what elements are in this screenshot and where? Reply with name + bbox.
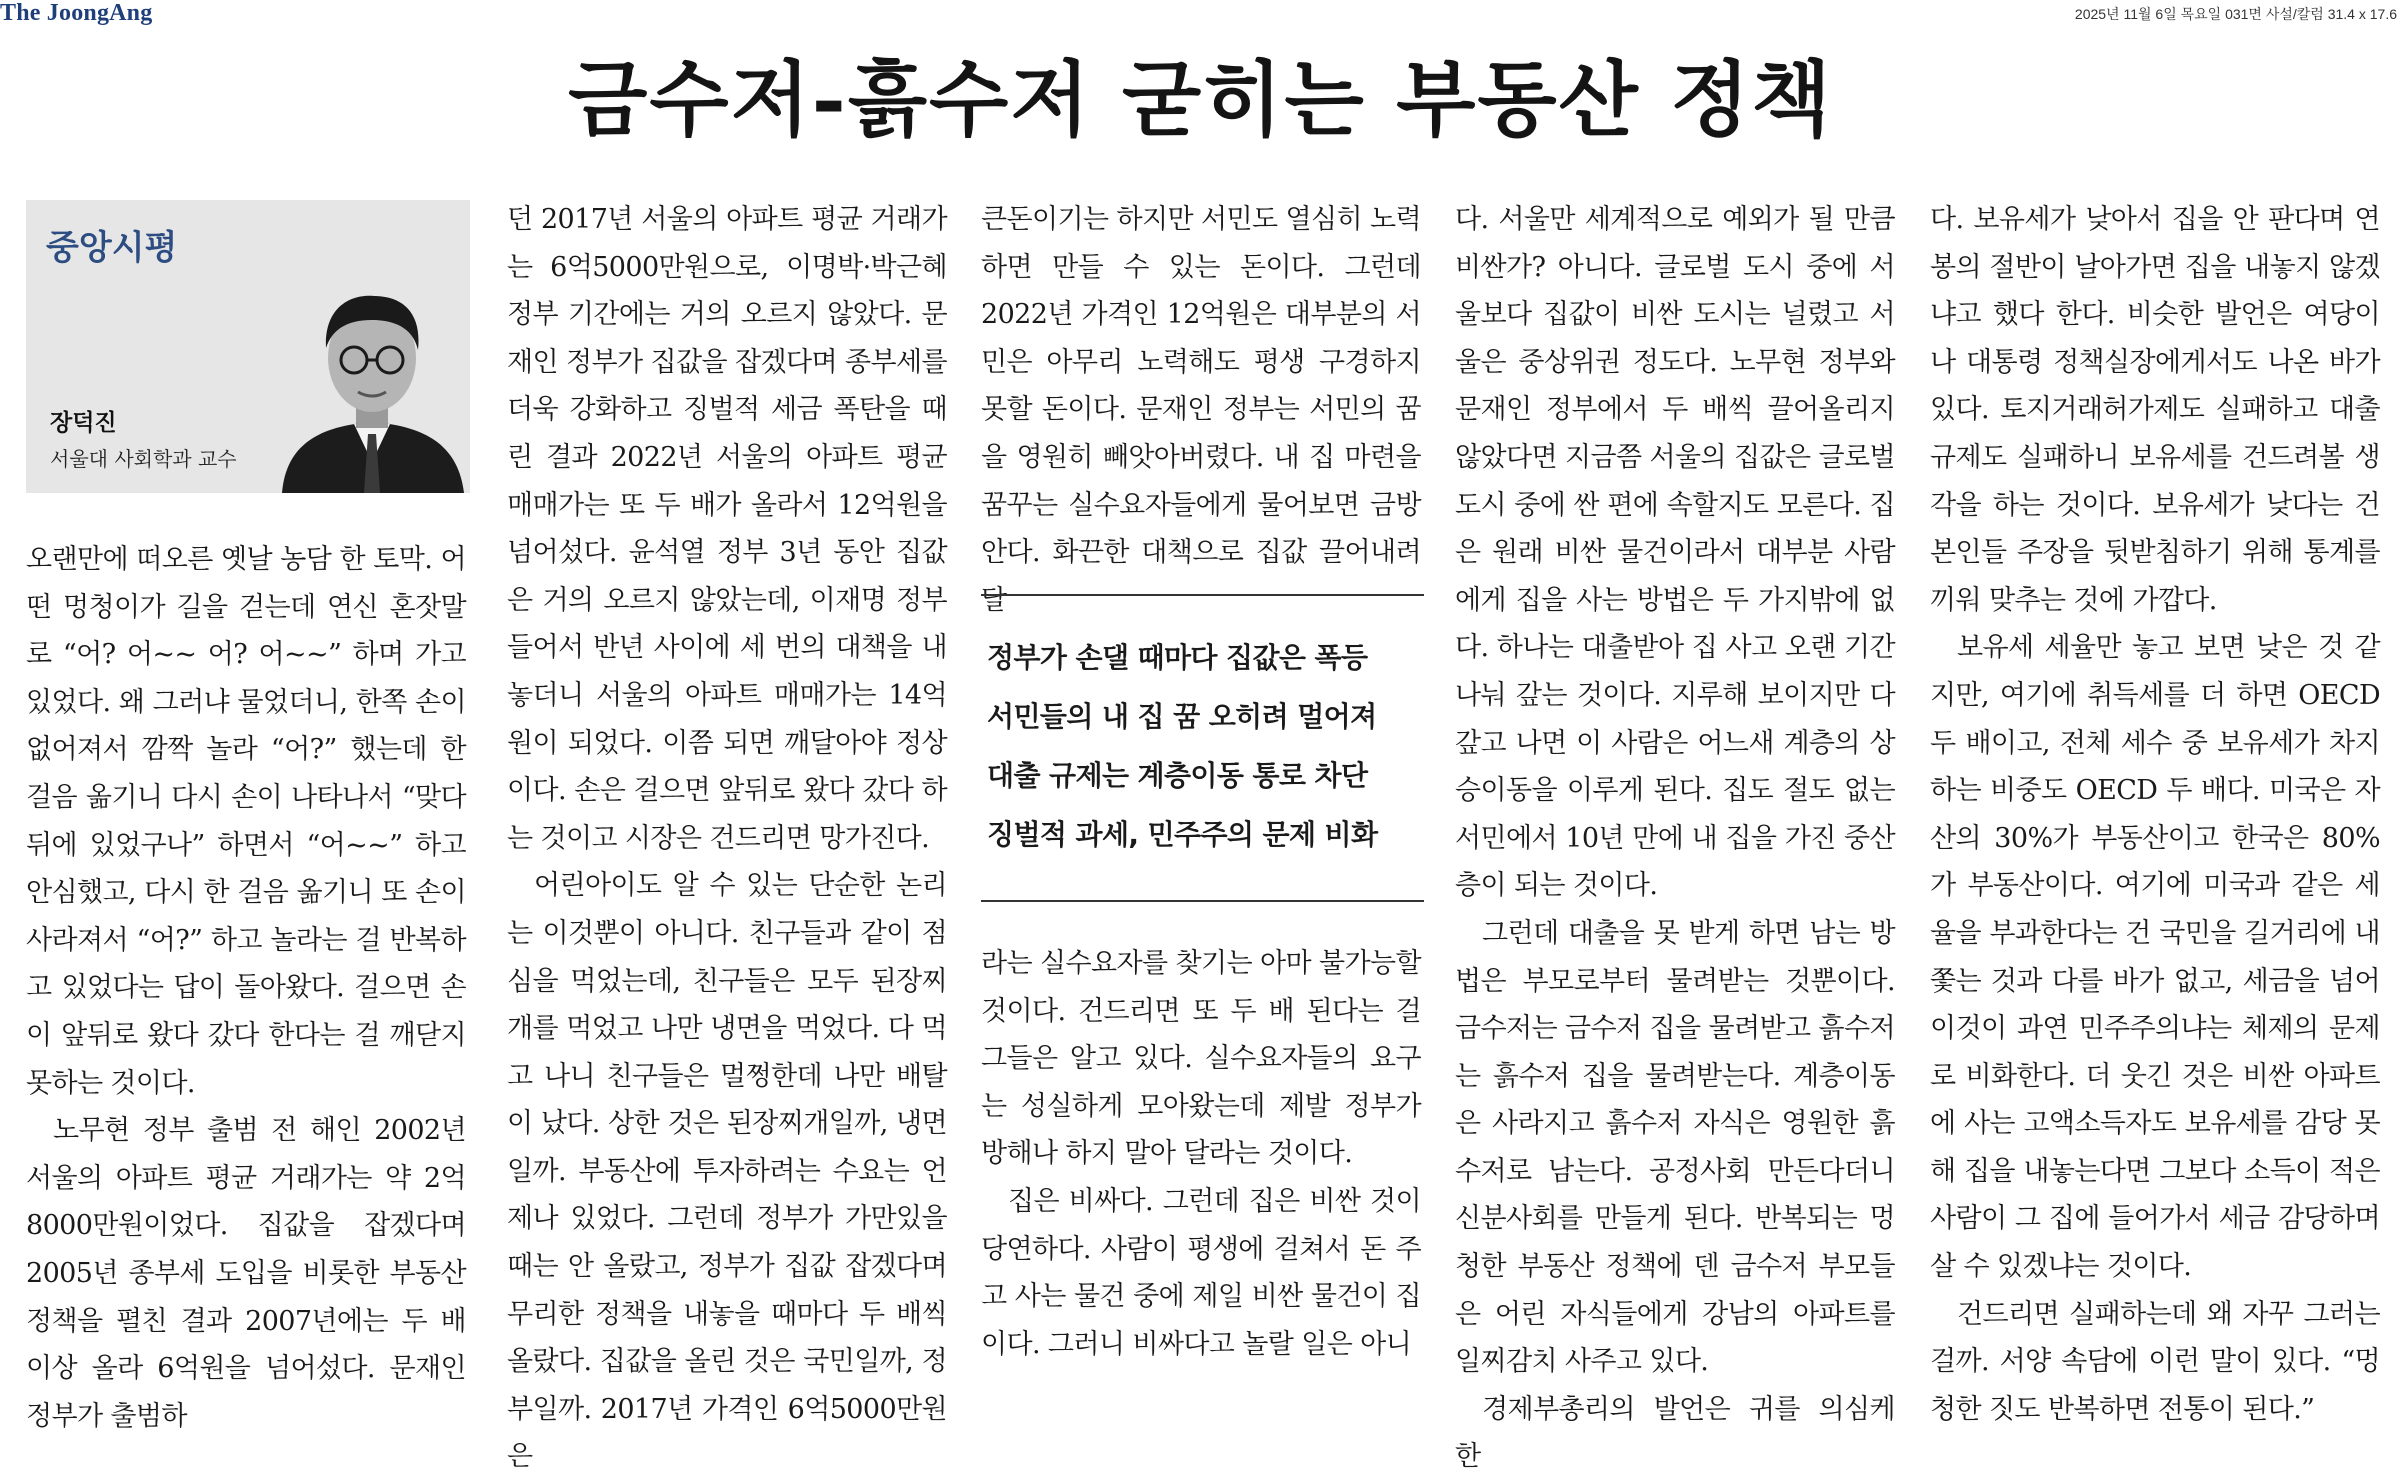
paragraph: 던 2017년 서울의 아파트 평균 거래가는 6억5000만원으로, 이명박·박근혜 정부 기간에는 거의 오르지 않았다. 문재인 정부가 집값을 잡겠다며 종부세를 더욱 강화하고 징벌적 세금 폭탄을 때린 결과 2022년 서울의 아파트 평균 매매가는 또 두 배가 올라서 12억원을 넘어섰다. 윤석열 정부 3년 동안 집값은 거의 오르지 않았는데, 이재명 정부 들어서 반년 사이에 세 번의 대책을 내놓더니 서울의 아파트 매매가는 14억원이 되었다. 이쯤 되면 깨달아야 정상이다. 손은 걸으면 앞뒤로 왔다 갔다 하는 것이고 시장은 건드리면 망가진다. bbox=[507, 204, 947, 854]
paragraph: 집은 비싸다. 그런데 집은 비싼 것이 당연하다. 사람이 평생에 걸쳐서 돈 주고 사는 물건 중에 제일 비싼 물건이 집이다. 그러니 비싸다고 놀랄 일은 아니 bbox=[981, 1185, 1421, 1360]
article-column-4 bbox=[1455, 196, 1895, 1481]
author-title: 서울대 사회학과 교수 bbox=[50, 447, 237, 471]
paragraph: 보유세 세율만 놓고 보면 낮은 것 같지만, 여기에 취득세를 더 하면 OECD 두 배이고, 전체 세수 중 보유세가 차지하는 비중도 OECD 두 배다. 미국은 자산의 30%가 부동산이고 한국은 80%가 부동산이다. 여기에 미국과 같은 세율을 부과한다는 건 국민을 길거리에 내쫓는 것과 다를 바가 없고, 세금을 넘어 이것이 과연 민주주의냐는 체제의 문제로 비화한다. 더 웃긴 것은 비싼 아파트에 사는 고액소득자도 보유세를 감당 못 해 집을 내놓는다면 그보다 소득이 적은 사람이 그 집에 들어가서 세금 감당하며 살 수 있겠냐는 것이다. bbox=[1930, 632, 2380, 1283]
article-column-3-bottom bbox=[981, 940, 1421, 1368]
article-column-5 bbox=[1930, 196, 2380, 1433]
paragraph: 다. 서울만 세계적으로 예외가 될 만큼 비싼가? 아니다. 글로벌 도시 중에 서울보다 집값이 비싼 도시는 널렸고 서울은 중상위권 정도다. 노무현 정부와 문재인 정부에서 두 배씩 끌어올리지 않았다면 지금쯤 서울의 집값은 글로벌 도시 중에 싼 편에 속할지도 모른다. 집은 원래 비싼 물건이라서 대부분 사람에게 집을 사는 방법은 두 가지밖에 없다. 하나는 대출받아 집 사고 오랜 기간 나눠 갚는 것이다. 지루해 보이지만 다 갚고 나면 이 사람은 어느새 계층의 상승이동을 이루게 된다. 집도 절도 없는 서민에서 10년 만에 내 집을 가진 중산층이 되는 것이다. bbox=[1455, 204, 1895, 902]
paragraph: 라는 실수요자를 찾기는 아마 불가능할 것이다. 건드리면 또 두 배 된다는 걸 그들은 알고 있다. 실수요자들의 요구는 성실하게 모아왔는데 제발 정부가 방해나 하지 말아 달라는 것이다. bbox=[981, 948, 1421, 1170]
pull-quote-line: 정부가 손댈 때마다 집값은 폭등 bbox=[987, 641, 1368, 674]
paragraph: 어린아이도 알 수 있는 단순한 논리는 이것뿐이 아니다. 친구들과 같이 점심을 먹었는데, 친구들은 모두 된장찌개를 먹었고 나만 냉면을 먹었다. 다 먹고 나니 친구들은 멀쩡한데 나만 배탈이 났다. 상한 것은 된장찌개일까, 냉면일까. 부동산에 투자하려는 수요는 언제나 있었다. 그런데 정부가 가만있을 때는 안 올랐고, 정부가 집값 잡겠다며 무리한 정책을 내놓을 때마다 두 배씩 올랐다. 집값을 올린 것은 국민일까, 정부일까. 2017년 가격인 6억5000만원은 bbox=[507, 870, 947, 1473]
author-portrait bbox=[274, 266, 470, 493]
paragraph: 건드리면 실패하는데 왜 자꾸 그러는 걸까. 서양 속담에 이런 말이 있다. “멍청한 짓도 반복하면 전통이 된다.” bbox=[1930, 1298, 2380, 1425]
pull-quote bbox=[981, 594, 1424, 902]
article-column-1 bbox=[26, 536, 466, 1440]
author-name: 장덕진 bbox=[50, 410, 117, 436]
pull-quote-line: 서민들의 내 집 꿈 오히려 멀어져 bbox=[987, 700, 1377, 733]
paragraph: 노무현 정부 출범 전 해인 2002년 서울의 아파트 평균 거래가는 약 2억8000만원이었다. 집값을 잡겠다며 2005년 종부세 도입을 비롯한 부동산 정책을 펼친 결과 2007년에는 두 배 이상 올라 6억원을 넘어섰다. 문재인 정부가 출범하 bbox=[26, 1115, 466, 1432]
article-column-3-top bbox=[981, 196, 1421, 624]
article-column-2 bbox=[507, 196, 947, 1481]
dateline: 2025년 11월 6일 목요일 031면 사설/칼럼 31.4 x 17.6 bbox=[2074, 6, 2397, 22]
pull-quote-line: 대출 규제는 계층이동 통로 차단 bbox=[987, 759, 1368, 792]
paragraph: 오랜만에 떠오른 옛날 농담 한 토막. 어떤 멍청이가 길을 걷는데 연신 혼잣말로 “어? 어~~ 어? 어~~” 하며 가고 있었다. 왜 그러냐 물었더니, 한쪽 손이 없어져서 깜짝 놀라 “어?” 했는데 한 걸음 옮기니 다시 손이 나타나서 “맞다 뒤에 있었구나” 하면서 “어~~” 하고 안심했고, 다시 한 걸음 옮기니 또 손이 사라져서 “어?” 하고 놀라는 걸 반복하고 있었다는 답이 돌아왔다. 걸으면 손이 앞뒤로 왔다 갔다 한다는 걸 깨닫지 못하는 것이다. bbox=[26, 544, 466, 1099]
paragraph: 그런데 대출을 못 받게 하면 남는 방법은 부모로부터 물려받는 것뿐이다. 금수저는 금수저 집을 물려받고 흙수저는 흙수저 집을 물려받는다. 계층이동은 사라지고 흙수저 자식은 영원한 흙수저로 남는다. 공정사회 만든다더니 신분사회를 만들게 된다. 반복되는 멍청한 부동산 정책에 덴 금수저 부모들은 어린 자식들에게 강남의 아파트를 일찌감치 사주고 있다. bbox=[1455, 917, 1895, 1378]
newspaper-logo: The JoongAng bbox=[0, 0, 153, 26]
series-name: 중앙시평 bbox=[46, 228, 178, 268]
paragraph: 다. 보유세가 낮아서 집을 안 판다며 연봉의 절반이 날아가면 집을 내놓지 않겠냐고 했다 한다. 비슷한 발언은 여당이나 대통령 정책실장에게서도 나온 바가 있다. 토지거래허가제도 실패하고 대출규제도 실패하니 보유세를 건드려볼 생각을 하는 것이다. 보유세가 낮다는 건 본인들 주장을 뒷받침하기 위해 통계를 끼워 맞추는 것에 가깝다. bbox=[1930, 204, 2380, 616]
headline: 금수저-흙수저 굳히는 부동산 정책 bbox=[568, 52, 1833, 148]
pull-quote-line: 징벌적 과세, 민주주의 문제 비화 bbox=[987, 818, 1378, 851]
paragraph: 큰돈이기는 하지만 서민도 열심히 노력하면 만들 수 있는 돈이다. 그런데 2022년 가격인 12억원은 대부분의 서민은 아무리 노력해도 평생 구경하지 못할 돈이다. 문재인 정부는 서민의 꿈을 영원히 빼앗아버렸다. 내 집 마련을 꿈꾸는 실수요자들에게 물어보면 금방 안다. 화끈한 대책으로 집값 끌어내려 달 bbox=[981, 204, 1421, 616]
columnist-box bbox=[26, 200, 470, 493]
paragraph: 경제부총리의 발언은 귀를 의심케 한 bbox=[1455, 1393, 1895, 1473]
